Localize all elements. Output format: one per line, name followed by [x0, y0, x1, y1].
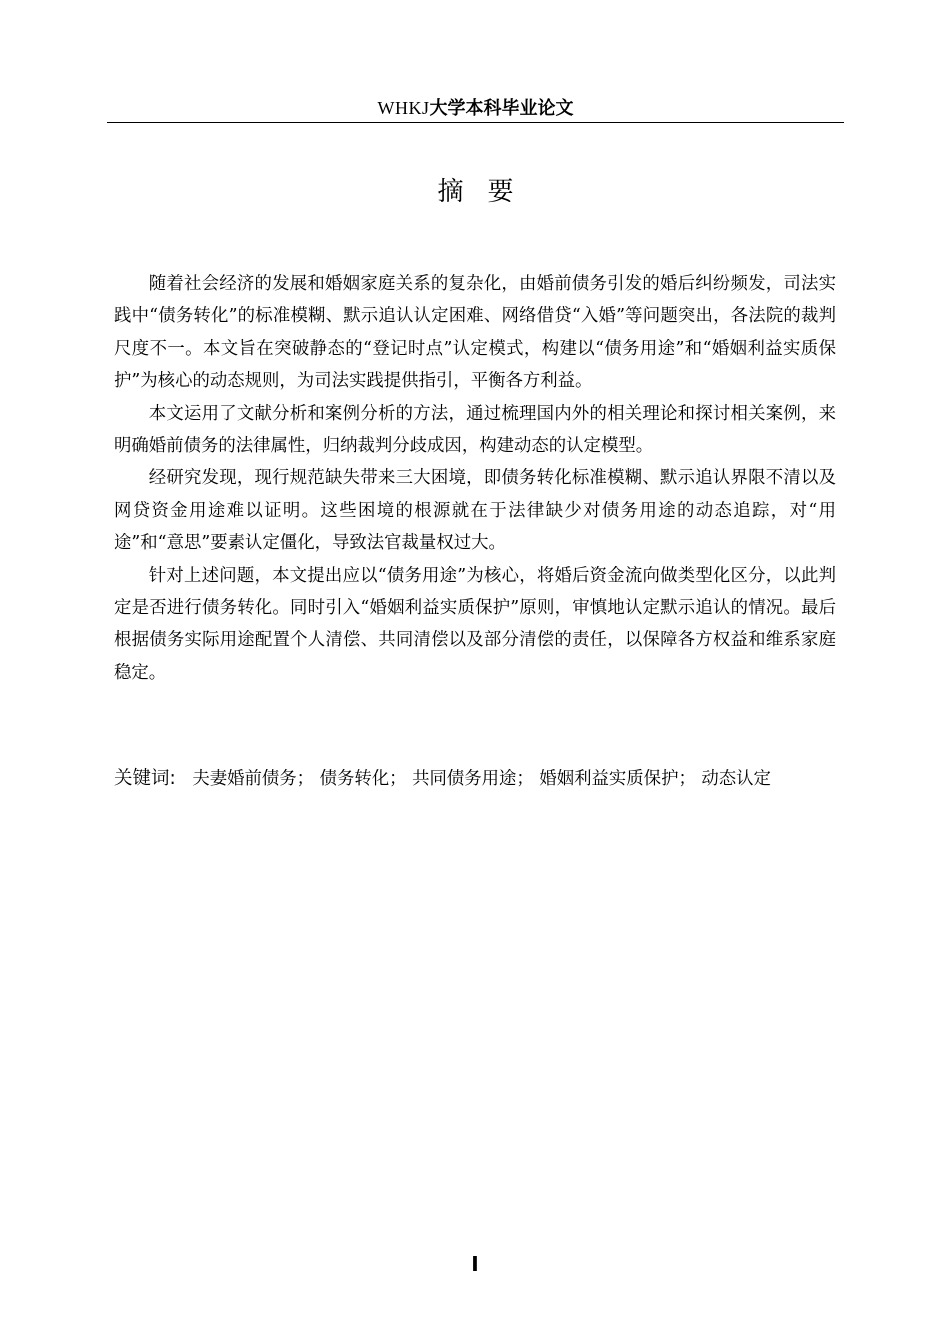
abstract-paragraph-1: 随着社会经济的发展和婚姻家庭关系的复杂化，由婚前债务引发的婚后纠纷频发，司法实践中“债务转化”的标准模糊、默示追认认定困难、网络借贷“入婚”等问题突出，各法院的裁判尺度不一。本文旨在突破静态的“登记时点”认定模式，构建以“债务用途”和“婚姻利益实质保护”为核心的动态规则，为司法实践提供指引，平衡各方利益。	[114, 274, 836, 392]
keywords-label: 关键词:	[114, 768, 176, 789]
running-header	[107, 96, 844, 121]
header-school-cjk: 大学本科毕业论文	[429, 98, 574, 119]
abstract-paragraph-2: 本文运用了文献分析和案例分析的方法，通过梳理国内外的相关理论和探讨相关案例，来明确婚前债务的法律属性，归纳裁判分歧成因，构建动态的认定模型。	[114, 403, 836, 457]
page-number: I	[471, 1252, 479, 1276]
abstract-body	[114, 268, 836, 689]
abstract-paragraph-4: 针对上述问题，本文提出应以“债务用途”为核心，将婚后资金流向做类型化区分，以此判定是否进行债务转化。同时引入“婚姻利益实质保护”原则，审慎地认定默示追认的情况。最后根据债务实际用途配置个人清偿、共同清偿以及部分清偿的责任，以保障各方权益和维系家庭稳定。	[114, 565, 836, 683]
header-school-latin: WHKJ	[377, 98, 430, 118]
keywords-line	[114, 763, 836, 795]
abstract-title: 摘要	[437, 177, 538, 207]
abstract-paragraph-3: 经研究发现，现行规范缺失带来三大困境，即债务转化标准模糊、默示追认界限不清以及网贷资金用途难以证明。这些困境的根源就在于法律缺少对债务用途的动态追踪，对“用途”和“意思”要素认定僵化，导致法官裁量权过大。	[114, 468, 836, 554]
header-rule	[107, 122, 844, 123]
keywords-text: 夫妻婚前债务； 债务转化； 共同债务用途； 婚姻利益实质保护； 动态认定	[192, 769, 771, 789]
